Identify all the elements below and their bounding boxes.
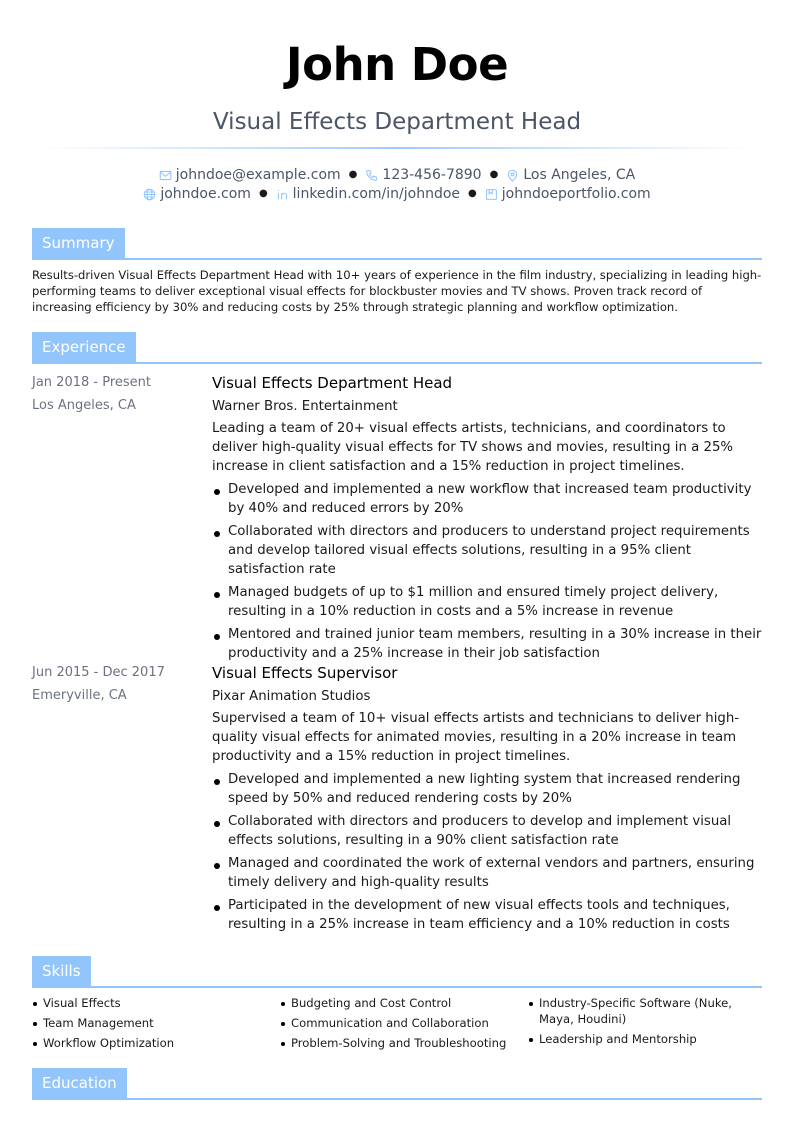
job-details [212, 371, 762, 667]
skill-item: Leadership and Mentorship [528, 1031, 762, 1047]
contact-row-2 [0, 184, 794, 204]
header-divider [40, 147, 754, 149]
job-location: Emeryville, CA [32, 688, 127, 703]
location-pin-icon [506, 169, 519, 182]
education-section-header [32, 1068, 762, 1100]
resume-header [0, 38, 794, 137]
experience-section-header [32, 332, 762, 364]
phone-icon [365, 169, 378, 182]
job-description: Supervised a team of 10+ visual effects artists and technicians to deliver high-quality visual effects for animated movies, resulting in a 20% increase in team productivity and a 15% reduction in project timelines. [212, 711, 740, 764]
list-item: Collaborated with directors and producers to develop and implement visual effects solutions, resulting in a 90% client satisfaction rate [212, 812, 762, 850]
globe-icon [143, 188, 156, 201]
job-description: Leading a team of 20+ visual effects artists, technicians, and coordinators to deliver high-quality visual effects for TV shows and movies, resulting in a 25% increase in client satisfaction and a 15% reduction in project timelines. [212, 421, 734, 474]
job-title: Visual Effects Department Head [212, 374, 453, 392]
linkedin-icon [276, 188, 289, 201]
skills-grid [32, 995, 762, 1055]
separator-dot: ● [348, 169, 358, 180]
skill-item: Team Management [32, 1015, 280, 1031]
separator-dot: ● [489, 169, 499, 180]
skills-section-header [32, 956, 762, 988]
list-item: Collaborated with directors and producers to understand project requirements and develop tailored visual effects solutions, resulting in a 95% client satisfaction rate [212, 522, 762, 579]
skill-item: Problem-Solving and Troubleshooting [280, 1035, 528, 1051]
skill-item: Industry-Specific Software (Nuke, Maya, Houdini) [528, 995, 762, 1027]
list-item: Developed and implemented a new lighting system that increased rendering speed by 50% and reduced rendering costs by 20% [212, 770, 762, 808]
job-title: Visual Effects Supervisor [212, 664, 398, 682]
skills-column [32, 995, 280, 1055]
job-company: Warner Bros. Entertainment [212, 399, 398, 414]
job-company: Pixar Animation Studios [212, 689, 371, 704]
job-meta [32, 661, 202, 707]
portfolio-text: johndoeportfolio.com [501, 186, 651, 202]
section-title-experience: Experience [32, 332, 136, 362]
list-item: Developed and implemented a new workflow that increased team productivity by 40% and reduced errors by 20% [212, 480, 762, 518]
candidate-title: Visual Effects Department Head [212, 109, 582, 135]
contact-email[interactable] [159, 165, 341, 185]
phone-text: 123-456-7890 [382, 167, 482, 183]
job-dates: Jun 2015 - Dec 2017 [32, 665, 165, 680]
list-item: Participated in the development of new visual effects tools and techniques, resulting in a 25% increase in team efficiency and a 10% reduction in costs [212, 896, 762, 934]
list-item: Managed budgets of up to $1 million and ensured timely project delivery, resulting in a 10% reduction in costs and a 5% increase in revenue [212, 583, 762, 621]
location-text: Los Angeles, CA [523, 167, 636, 183]
job-bullets [212, 770, 762, 934]
website-text: johndoe.com [160, 186, 251, 202]
skill-item: Visual Effects [32, 995, 280, 1011]
section-title-education: Education [32, 1068, 127, 1098]
skill-item: Communication and Collaboration [280, 1015, 528, 1031]
summary-section-header [32, 228, 762, 260]
skills-column [280, 995, 528, 1055]
section-title-skills: Skills [32, 956, 91, 986]
skill-item: Budgeting and Cost Control [280, 995, 528, 1011]
summary-text: Results-driven Visual Effects Department Head with 10+ years of experience in the film industry, specializing in leading high-performing teams to deliver exceptional visual effects for blockbuster movies and TV shows. Proven track record of increasing efficiency by 30% and reducing costs by 25% through strategic planning and workflow optimization. [32, 268, 762, 314]
portfolio-icon [485, 188, 498, 201]
list-item: Mentored and trained junior team members, resulting in a 30% increase in their productivity and a 25% increase in their job satisfaction [212, 625, 762, 663]
skills-column [528, 995, 762, 1055]
list-item: Managed and coordinated the work of external vendors and partners, ensuring timely delivery and high-quality results [212, 854, 762, 892]
candidate-name: John Doe [285, 38, 509, 91]
job-bullets [212, 480, 762, 663]
contact-website[interactable] [143, 184, 251, 204]
skill-item: Workflow Optimization [32, 1035, 280, 1051]
job-details [212, 661, 762, 938]
contact-phone[interactable] [365, 165, 481, 185]
job-location: Los Angeles, CA [32, 398, 136, 413]
separator-dot: ● [258, 188, 268, 199]
job-dates: Jan 2018 - Present [32, 375, 151, 390]
mail-icon [159, 169, 172, 182]
section-title-summary: Summary [32, 228, 125, 258]
contact-portfolio[interactable] [485, 184, 651, 204]
email-text: johndoe@example.com [175, 167, 341, 183]
job-meta [32, 371, 202, 417]
contact-location [506, 165, 635, 185]
contact-row-1 [0, 165, 794, 185]
linkedin-text: linkedin.com/in/johndoe [292, 186, 461, 202]
separator-dot: ● [468, 188, 477, 199]
contact-linkedin[interactable] [276, 184, 460, 204]
